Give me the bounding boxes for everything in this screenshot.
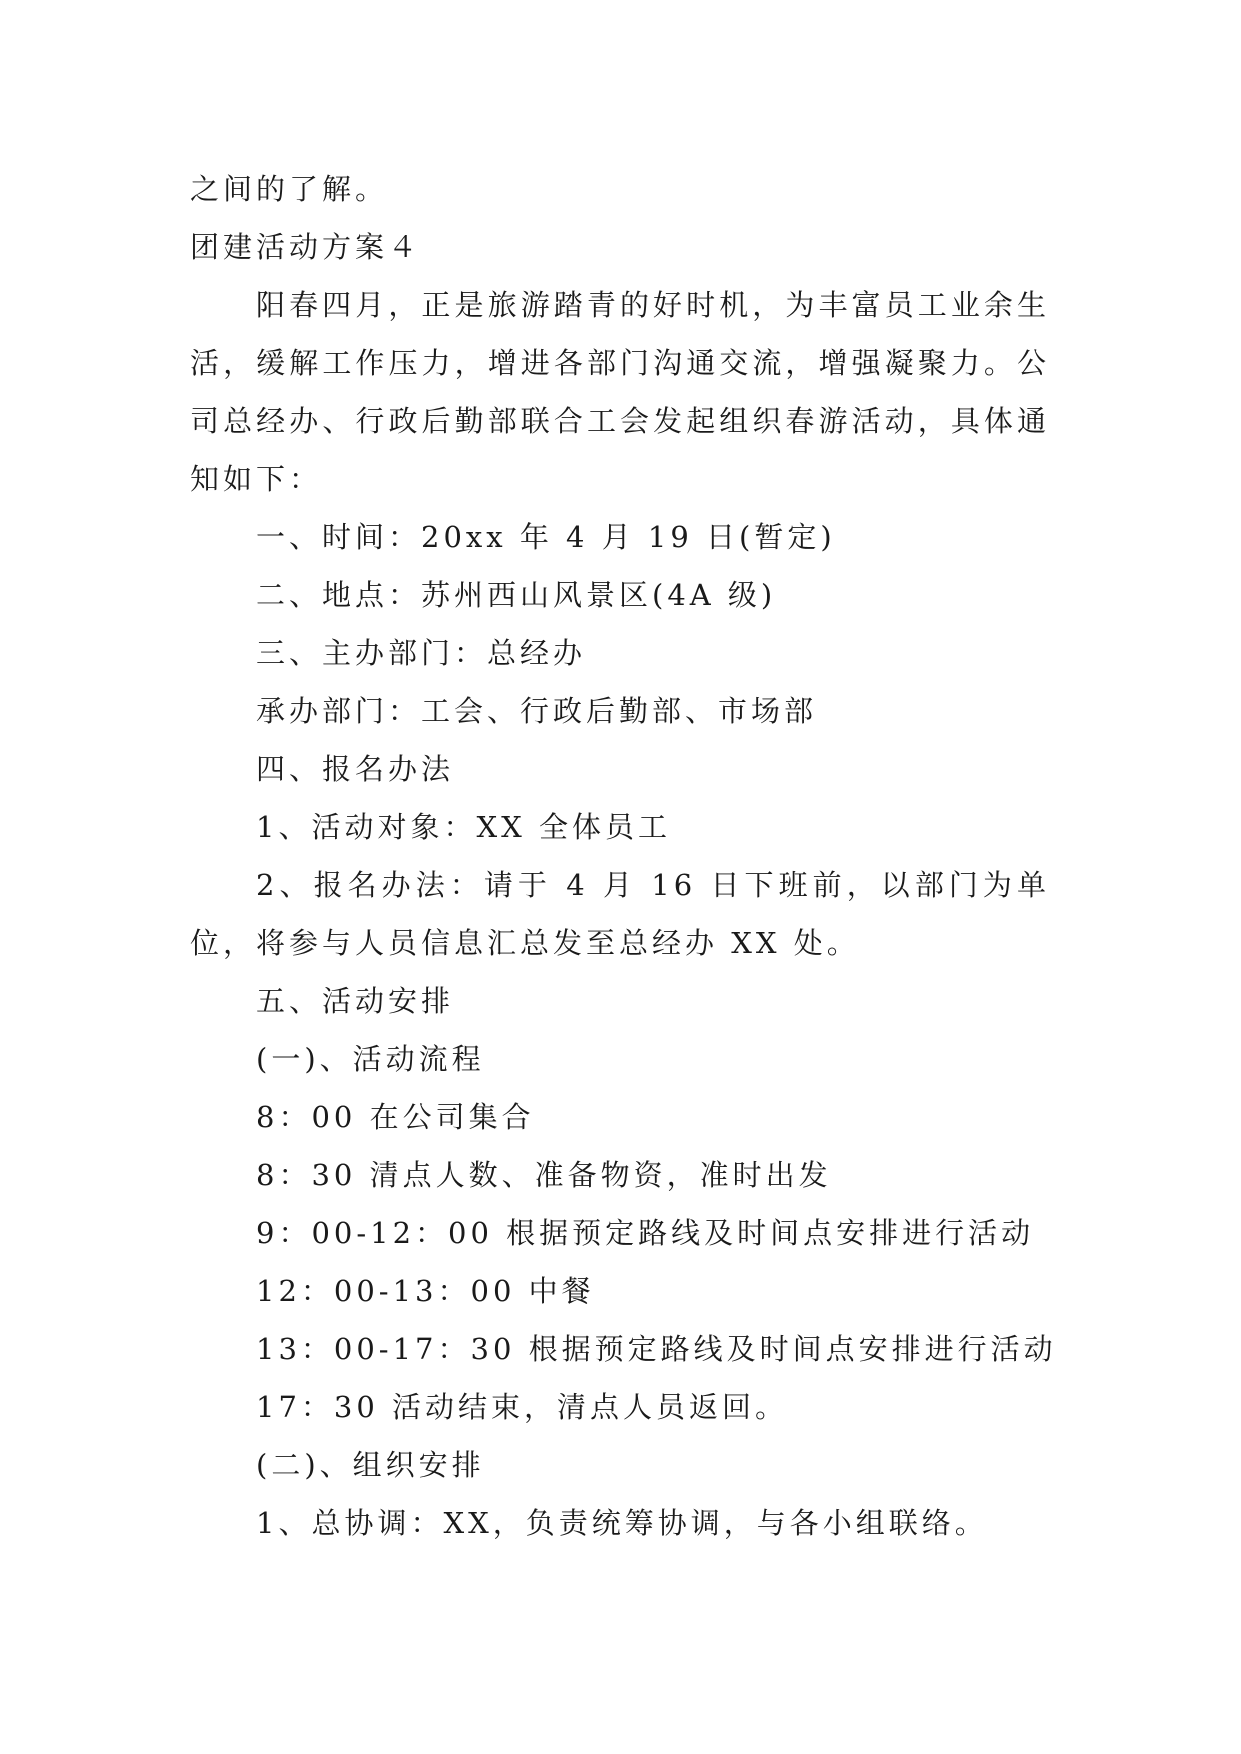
item-time: 一、时间：20xx 年 4 月 19 日(暂定) <box>256 520 836 554</box>
organization-heading: (二)、组织安排 <box>256 1448 485 1482</box>
flow-heading: (一)、活动流程 <box>256 1042 485 1076</box>
intro-paragraph: 阳春四月，正是旅游踏青的好时机，为丰富员工业余生活，缓解工作压力，增进各部门沟通交流，增强凝聚力。公司总经办、行政后勤部联合工会发起组织春游活动，具体通知如下： <box>190 288 1050 496</box>
schedule-item: 8：30 清点人数、准备物资，准时出发 <box>256 1158 832 1192</box>
item-signup-heading: 四、报名办法 <box>256 752 455 786</box>
schedule-item: 17：30 活动结束，清点人员返回。 <box>256 1390 789 1424</box>
schedule-item: 8：00 在公司集合 <box>256 1100 535 1134</box>
item-location: 二、地点：苏州西山风景区(4A 级) <box>256 578 777 612</box>
item-participants: 1、活动对象：XX 全体员工 <box>256 810 671 844</box>
organization-item: 1、总协调：XX，负责统筹协调，与各小组联络。 <box>256 1506 988 1540</box>
schedule-item: 13：00-17：30 根据预定路线及时间点安排进行活动 <box>256 1332 1057 1366</box>
item-organizer-dept: 承办部门：工会、行政后勤部、市场部 <box>256 694 818 728</box>
text-line-continuation: 之间的了解。 <box>190 172 389 206</box>
schedule-item: 9：00-12：00 根据预定路线及时间点安排进行活动 <box>256 1216 1035 1250</box>
schedule-heading: 五、活动安排 <box>256 984 455 1018</box>
section-title: 团建活动方案４ <box>190 230 422 264</box>
schedule-item: 12：00-13：00 中餐 <box>256 1274 595 1308</box>
item-host-dept: 三、主办部门：总经办 <box>256 636 587 670</box>
signup-paragraph: 2、报名办法：请于 4 月 16 日下班前，以部门为单位，将参与人员信息汇总发至总经办 XX 处。 <box>190 868 1050 960</box>
document-body <box>190 160 1057 1552</box>
